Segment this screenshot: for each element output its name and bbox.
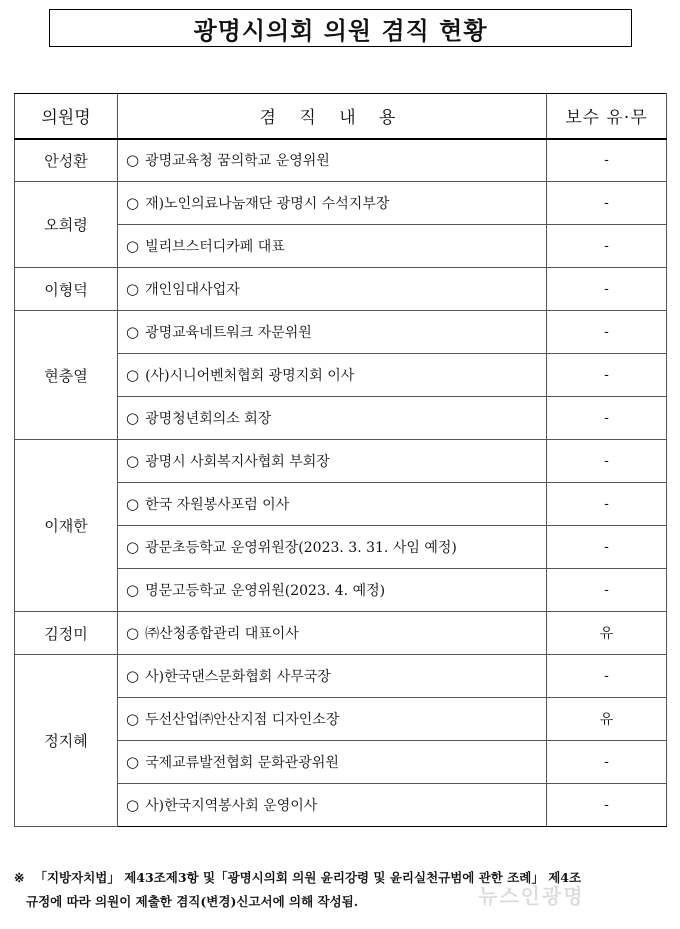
circle-bullet-icon: ○ <box>126 409 140 427</box>
circle-bullet-icon: ○ <box>126 452 140 470</box>
pay-status-cell: - <box>547 354 667 397</box>
job-text: 빌리브스터디카페 대표 <box>145 239 285 255</box>
member-name-cell: 김정미 <box>15 612 118 655</box>
circle-bullet-icon: ○ <box>126 280 140 298</box>
table-body <box>15 139 667 827</box>
job-text: 광문초등학교 운영위원장(2023. 3. 31. 사임 예정) <box>145 540 457 556</box>
concurrent-jobs-table <box>14 93 667 827</box>
job-cell <box>118 526 547 569</box>
circle-bullet-icon: ○ <box>126 710 140 728</box>
member-name-cell: 현충열 <box>15 311 118 440</box>
pay-status-cell: - <box>547 784 667 827</box>
job-text: 두선산업㈜안산지점 디자인소장 <box>145 712 340 728</box>
pay-status-cell: 유 <box>547 698 667 741</box>
watermark-logo: 뉴스인광명 <box>478 884 585 908</box>
job-text: 광명시 사회복지사협회 부회장 <box>145 454 330 470</box>
job-text: (사)시니어벤처협회 광명지회 이사 <box>145 368 355 384</box>
job-text: 국제교류발전협회 문화관광위원 <box>145 755 339 771</box>
job-text: 광명청년회의소 회장 <box>145 411 272 427</box>
member-name-cell: 오희령 <box>15 182 118 268</box>
pay-status-cell: - <box>547 440 667 483</box>
table-row <box>15 612 667 655</box>
job-text: 광명교육네트워크 자문위원 <box>145 325 312 341</box>
table-header-row <box>15 94 667 139</box>
job-cell <box>118 741 547 784</box>
job-text: ㈜산청종합관리 대표이사 <box>145 626 299 642</box>
table-row <box>15 139 667 182</box>
pay-status-cell: - <box>547 397 667 440</box>
footnote-line-2: 규정에 따라 의원이 제출한 겸직(변경)신고서에 의해 작성됨. <box>26 894 359 909</box>
member-name-cell: 이재한 <box>15 440 118 612</box>
job-text: 사)한국지역봉사회 운영이사 <box>145 798 318 814</box>
pay-status-cell: - <box>547 182 667 225</box>
job-text: 재)노인의료나눔재단 광명시 수석지부장 <box>145 196 390 212</box>
circle-bullet-icon: ○ <box>126 194 140 212</box>
job-cell <box>118 225 547 268</box>
job-cell <box>118 397 547 440</box>
job-cell <box>118 311 547 354</box>
job-text: 광명교육청 꿈의학교 운영위원 <box>145 153 330 170</box>
circle-bullet-icon: ○ <box>126 495 140 513</box>
job-cell <box>118 612 547 655</box>
job-cell <box>118 354 547 397</box>
table-row <box>15 182 667 225</box>
pay-status-cell: - <box>547 483 667 526</box>
page-title: 광명시의회 의원 겸직 현황 <box>49 9 632 47</box>
circle-bullet-icon: ○ <box>126 237 140 255</box>
table-row <box>15 311 667 354</box>
header-job-content: 겸 직 내 용 <box>118 94 547 139</box>
circle-bullet-icon: ○ <box>126 366 140 384</box>
job-cell <box>118 698 547 741</box>
job-text: 한국 자원봉사포럼 이사 <box>145 497 290 513</box>
table-row <box>15 655 667 698</box>
circle-bullet-icon: ○ <box>126 753 140 771</box>
table-row <box>15 440 667 483</box>
pay-status-cell: - <box>547 139 667 182</box>
reference-mark: ※ <box>14 870 25 885</box>
pay-status-cell: - <box>547 655 667 698</box>
member-name-cell: 정지혜 <box>15 655 118 827</box>
job-text: 사)한국댄스문화협회 사무국장 <box>145 669 331 685</box>
job-cell <box>118 182 547 225</box>
circle-bullet-icon: ○ <box>126 538 140 556</box>
job-cell <box>118 784 547 827</box>
job-cell <box>118 655 547 698</box>
circle-bullet-icon: ○ <box>126 624 140 642</box>
table-row <box>15 268 667 311</box>
circle-bullet-icon: ○ <box>126 581 140 599</box>
pay-status-cell: - <box>547 225 667 268</box>
job-cell <box>118 268 547 311</box>
job-cell <box>118 440 547 483</box>
member-name-cell: 안성환 <box>15 139 118 182</box>
pay-status-cell: - <box>547 741 667 784</box>
job-cell <box>118 483 547 526</box>
header-member-name: 의원명 <box>15 94 118 139</box>
member-name-cell: 이형덕 <box>15 268 118 311</box>
job-cell <box>118 139 547 182</box>
job-text: 개인임대사업자 <box>145 282 240 298</box>
circle-bullet-icon: ○ <box>126 323 140 341</box>
header-pay: 보수 유·무 <box>547 94 667 139</box>
circle-bullet-icon: ○ <box>126 667 140 685</box>
pay-status-cell: - <box>547 311 667 354</box>
circle-bullet-icon: ○ <box>126 151 140 170</box>
job-text: 명문고등학교 운영위원(2023. 4. 예정) <box>145 583 386 599</box>
pay-status-cell: - <box>547 268 667 311</box>
pay-status-cell: 유 <box>547 612 667 655</box>
job-cell <box>118 569 547 612</box>
footnote-text-1: 「지방자치법」 제43조제3항 및「광명시의회 의원 윤리강령 및 윤리실천규범에 관한 조례」 제4조 <box>34 870 582 885</box>
pay-status-cell: - <box>547 526 667 569</box>
circle-bullet-icon: ○ <box>126 796 140 814</box>
pay-status-cell: - <box>547 569 667 612</box>
